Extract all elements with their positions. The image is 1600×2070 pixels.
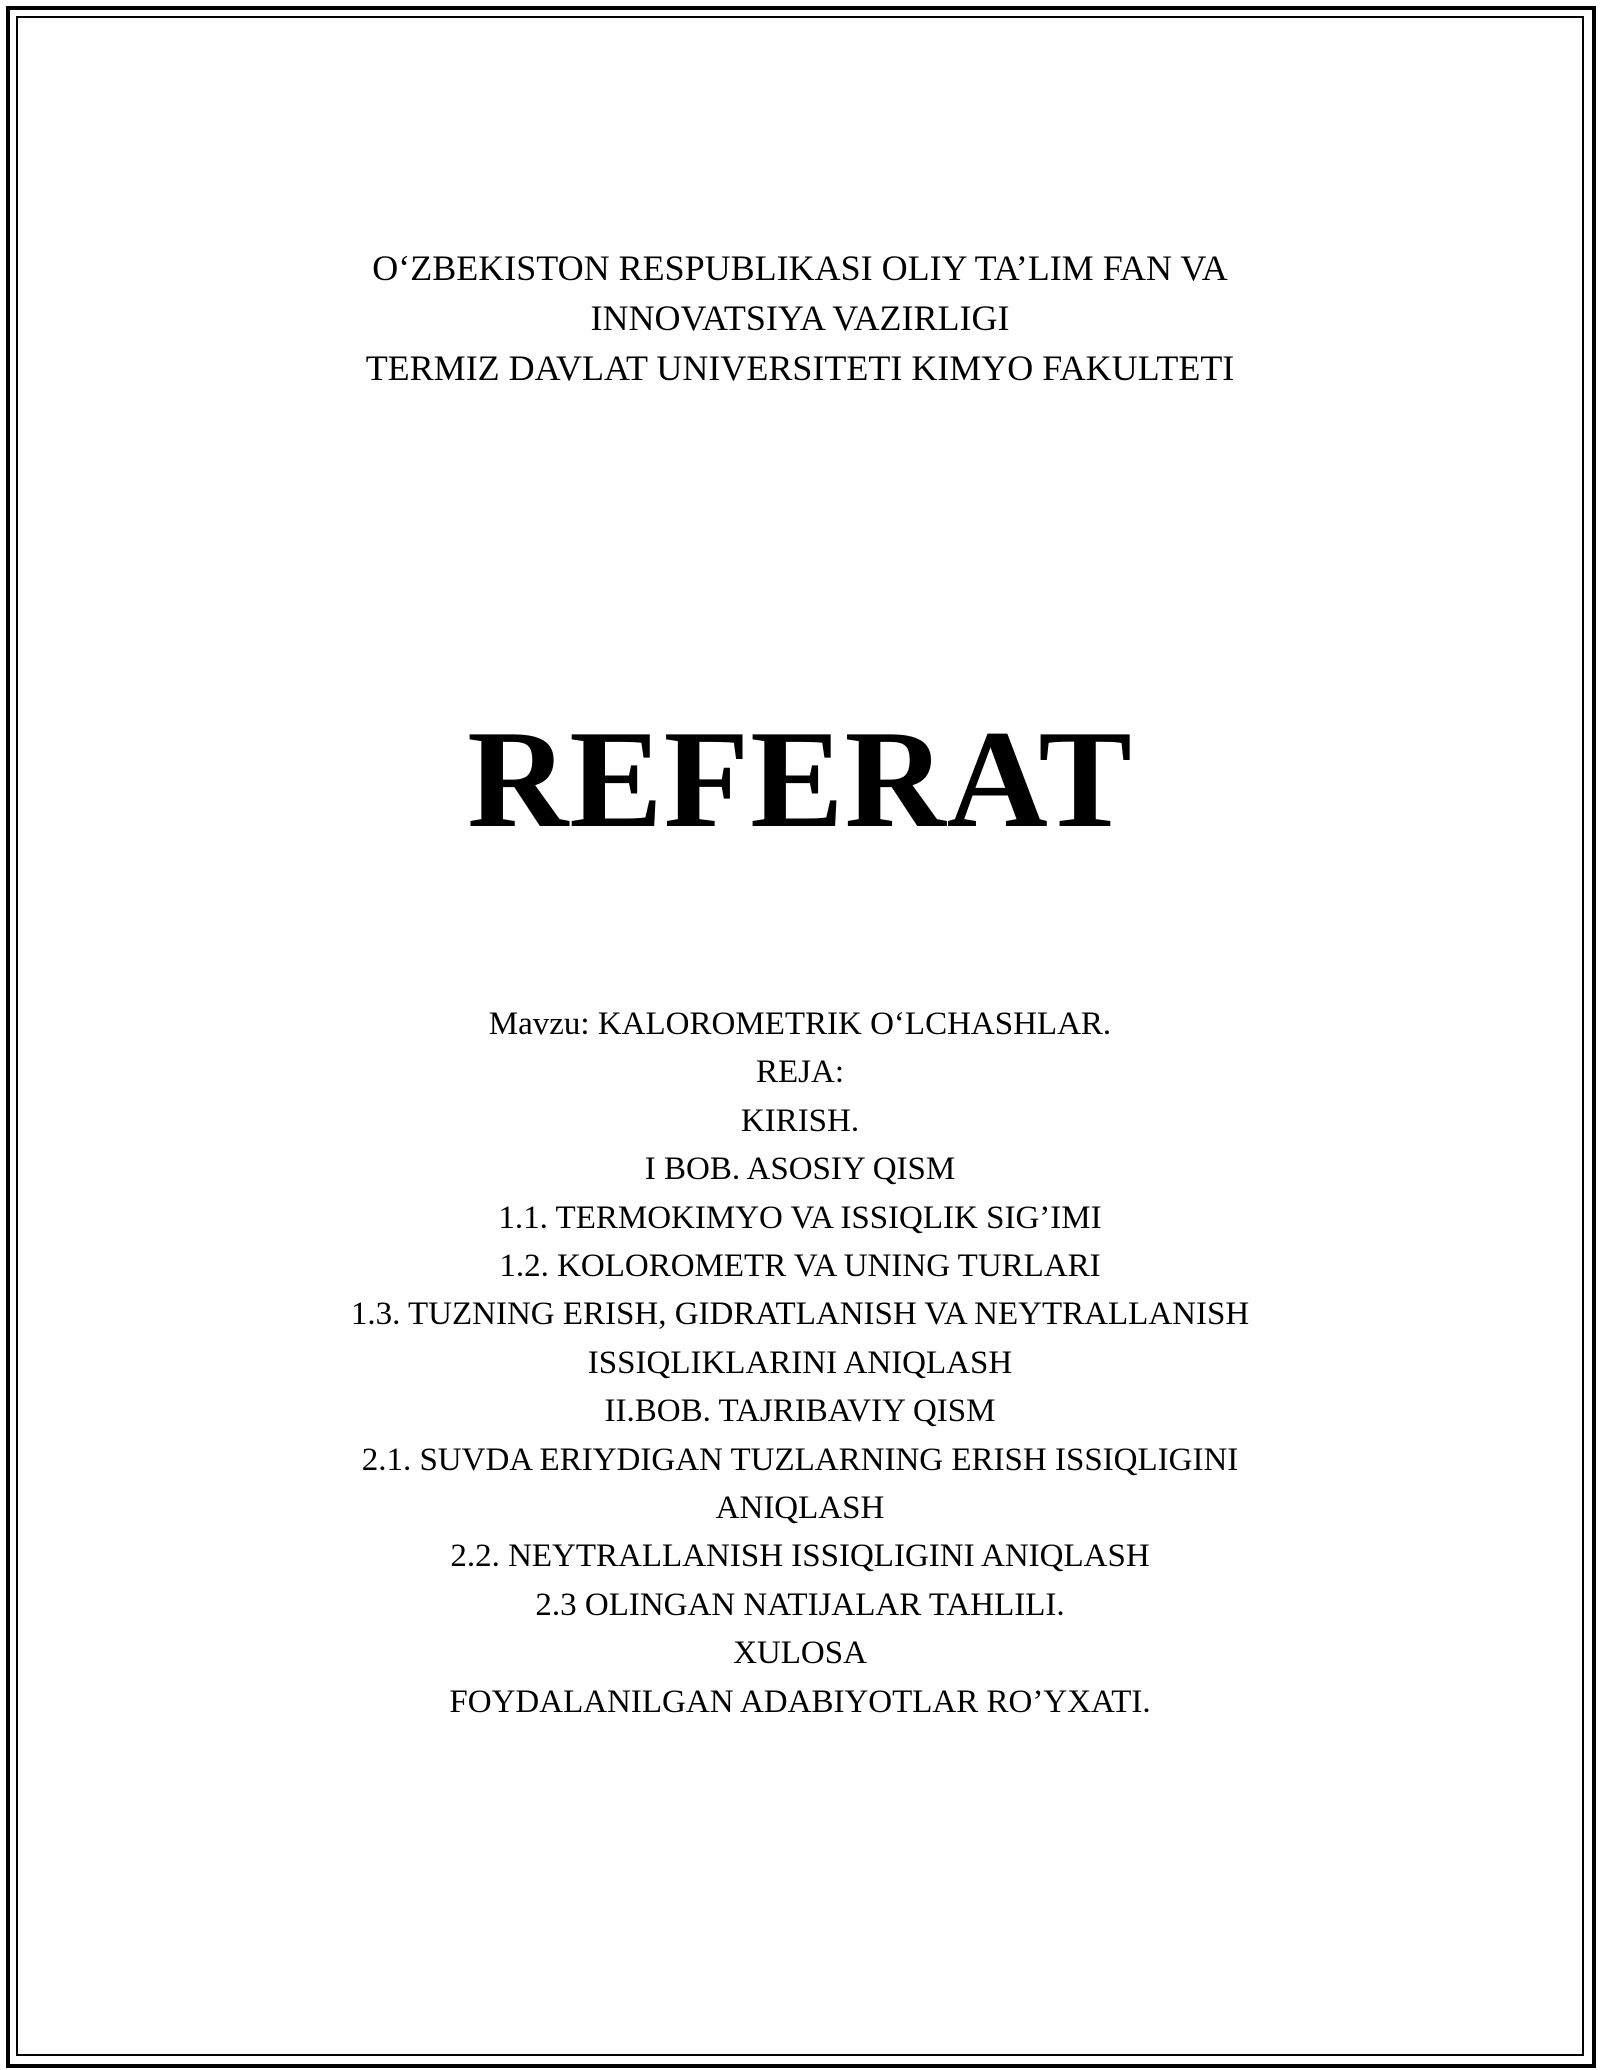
plan-item: 1.1. TERMOKIMYO VA ISSIQLIK SIG’IMI: [498, 1199, 1102, 1236]
plan-item: ANIQLASH: [715, 1490, 885, 1527]
plan-item: KIRISH.: [740, 1102, 860, 1139]
plan-item: XULOSA: [733, 1635, 867, 1672]
plan-item: 2.2. NEYTRALLANISH ISSIQLIGINI ANIQLASH: [450, 1538, 1150, 1575]
plan-item: FOYDALANILGAN ADABIYOTLAR RO’YXATI.: [449, 1683, 1151, 1720]
plan-item: II.BOB. TAJRIBAVIY QISM: [604, 1393, 996, 1430]
document-title: REFERAT: [467, 702, 1133, 857]
plan-item: 1.2. KOLOROMETR VA UNING TURLARI: [499, 1248, 1101, 1285]
plan-item: I BOB. ASOSIY QISM: [644, 1151, 956, 1188]
topic-line: Mavzu: KALOROMETRIK O‘LCHASHLAR.: [488, 1006, 1112, 1042]
plan-section: [0, 1000, 1600, 1726]
header-line-2: INNOVATSIYA VAZIRLIGI: [590, 298, 1010, 338]
plan-heading: REJA:: [755, 1054, 844, 1091]
header-line-1: O‘ZBEKISTON RESPUBLIKASI OLIY TA’LIM FAN VA: [372, 248, 1228, 288]
plan-item: ISSIQLIKLARINI ANIQLASH: [587, 1344, 1013, 1381]
plan-item: 2.3 OLINGAN NATIJALAR TAHLILI.: [535, 1586, 1065, 1623]
plan-item: 2.1. SUVDA ERIYDIGAN TUZLARNING ERISH ISSIQLIGINI: [361, 1441, 1239, 1478]
header-line-3: TERMIZ DAVLAT UNIVERSITETI KIMYO FAKULTETI: [365, 348, 1235, 388]
plan-item: 1.3. TUZNING ERISH, GIDRATLANISH VA NEYTRALLANISH: [350, 1296, 1250, 1333]
institution-header: [0, 243, 1600, 393]
